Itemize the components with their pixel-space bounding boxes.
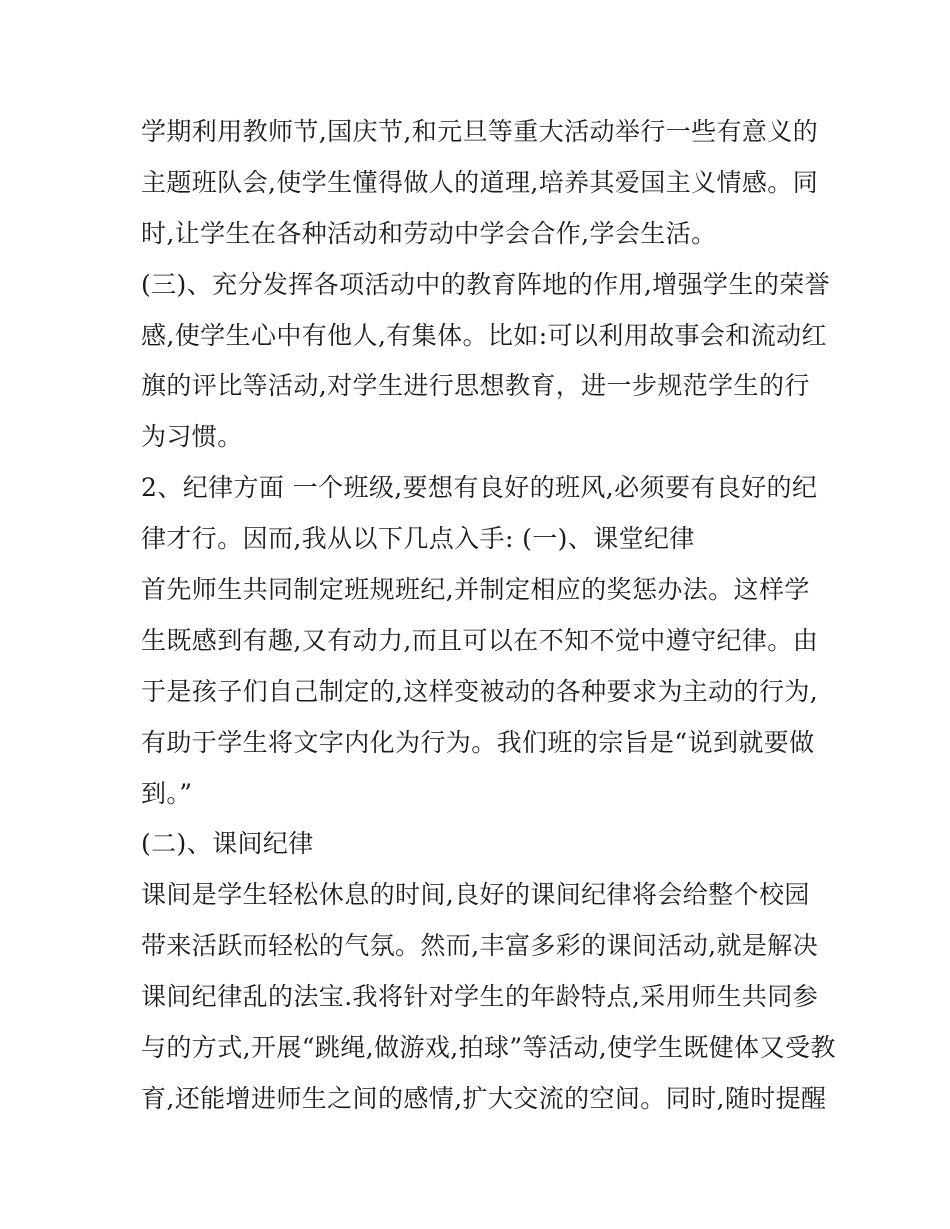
text-line: 旗的评比等活动,对学生进行思想教育，进一步规范学生的行 <box>141 371 810 401</box>
text-line: 育,还能增进师生之间的感情,扩大交流的空间。同时,随时提醒 <box>141 1083 827 1113</box>
text-line: 课间是学生轻松休息的时间,良好的课间纪律将会给整个校园 <box>141 880 810 910</box>
text-line: 感,使学生心中有他人,有集体。比如:可以利用故事会和流动红 <box>141 320 827 350</box>
text-line: 于是孩子们自己制定的,这样变被动的各种要求为主动的行为, <box>141 676 819 706</box>
text-line: 学期利用教师节,国庆节,和元旦等重大活动举行一些有意义的 <box>141 117 819 146</box>
text-line: 有助于学生将文字内化为行为。我们班的宗旨是“说到就要做 <box>141 727 815 757</box>
text-line: 首先师生共同制定班规班纪,并制定相应的奖惩办法。这样学 <box>141 575 810 605</box>
text-line: 带来活跃而轻松的气氛。然而,丰富多彩的课间活动,就是解决 <box>141 931 819 961</box>
text-line: 到。” <box>141 778 193 808</box>
body-text <box>141 107 836 1125</box>
text-line: 课间纪律乱的法宝.我将针对学生的年龄特点,采用师生共同参 <box>141 982 819 1012</box>
text-line: 与的方式,开展“跳绳,做游戏,拍球”等活动,使学生既健体又受教 <box>141 1033 836 1063</box>
text-line: (三)、充分发挥各项活动中的教育阵地的作用,增强学生的荣誉 <box>141 269 831 299</box>
text-line: 2、纪律方面 一个班级,要想有良好的班风,必须要有良好的纪 <box>141 473 818 503</box>
text-line: (二)、课间纪律 <box>141 829 314 859</box>
text-line: 为习惯。 <box>141 422 243 452</box>
text-line: 时,让学生在各种活动和劳动中学会合作,学会生活。 <box>141 218 717 248</box>
text-line: 律才行。因而,我从以下几点入手: (一)、课堂纪律 <box>141 524 695 554</box>
text-line: 生既感到有趣,又有动力,而且可以在不知不觉中遵守纪律。由 <box>141 625 819 655</box>
text-line: 主题班队会,使学生懂得做人的道理,培养其爱国主义情感。同 <box>141 167 819 197</box>
